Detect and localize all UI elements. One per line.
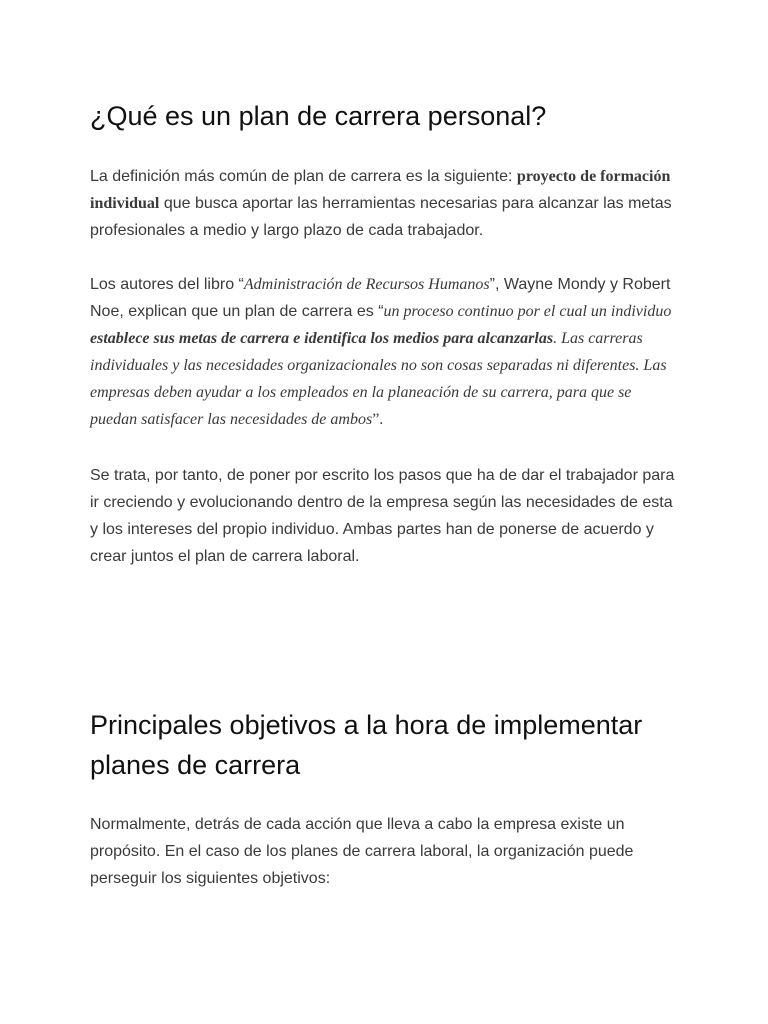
paragraph-authors-mid: , Wayne Mondy y Robert Noe, explican que un plan de carrera es — [90, 276, 671, 320]
close-quote-mark: ” — [489, 276, 495, 293]
section-heading-objetivos: Principales objetivos a la hora de implementar planes de carrera — [90, 710, 643, 780]
paragraph-definition — [90, 163, 680, 244]
quote-text-b: . Las carreras individuales y las necesidades organizacionales no son cosas separadas ni diferentes. Las empresas deben ayudar a los empleados en la planeación de su carrera, para que se puedan satisfacer las necesidades de ambos — [90, 330, 667, 428]
open-quote-mark: “ — [238, 276, 244, 293]
paragraph-definition-bold: proyecto de formación individual — [90, 168, 671, 212]
paragraph-authors-lead: Los autores del libro — [90, 276, 239, 293]
book-title: Administración de Recursos Humanos — [243, 276, 490, 293]
paragraph-summary: Se trata, por tanto, de poner por escrito los pasos que ha de dar el trabajador para ir creciendo y evolucionando dentro de la empresa según las necesidades de esta y los intereses del propio individuo. Ambas partes han de ponerse de acuerdo y crear juntos el plan de carrera laboral. — [90, 467, 675, 565]
quote-text-bold: establece sus metas de carrera e identifica los medios para alcanzarlas — [90, 330, 554, 347]
paragraph-objectives-intro: Normalmente, detrás de cada acción que lleva a cabo la empresa existe un propósito. En el caso de los planes de carrera laboral, la organización puede perseguir los siguientes objetivos: — [90, 816, 634, 887]
paragraph-authors-quote — [90, 271, 680, 433]
quote-open-mark: “ — [378, 303, 384, 320]
section-heading-plan-de-carrera: ¿Qué es un plan de carrera personal? — [90, 101, 547, 131]
paragraph-definition-lead: La definición más común de plan de carrera es la siguiente: — [90, 168, 517, 185]
paragraph-definition-tail: que busca aportar las herramientas necesarias para alcanzar las metas profesionales a medio y largo plazo de cada trabajador. — [90, 195, 672, 239]
quote-end: . — [379, 411, 384, 428]
quote-close-mark: ” — [372, 411, 380, 428]
quote-text-a: un proceso continuo por el cual un individuo — [383, 303, 672, 320]
